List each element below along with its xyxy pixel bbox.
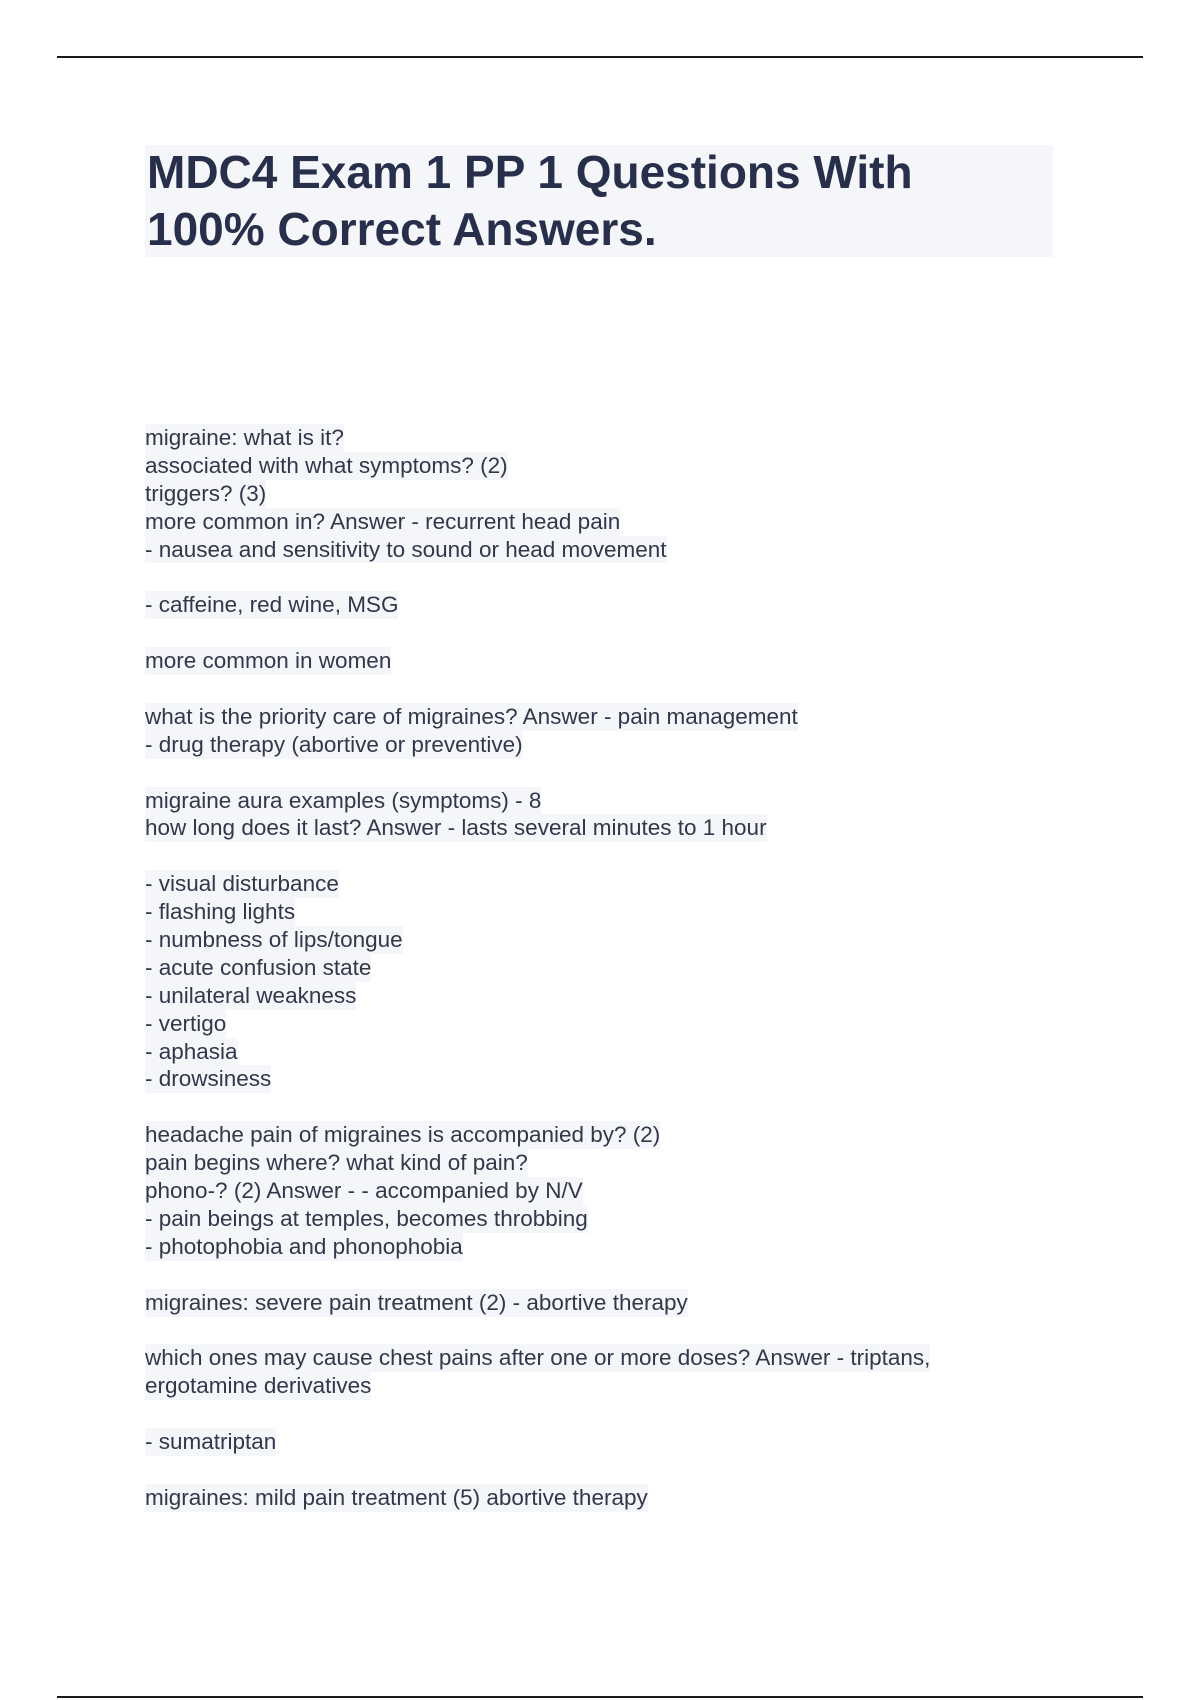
qa-block (145, 591, 1045, 619)
qa-block (145, 787, 1045, 843)
qa-block (145, 1484, 1045, 1512)
text-line: - drug therapy (abortive or preventive) (145, 731, 523, 757)
text-line: more common in women (145, 648, 392, 674)
text-line: - flashing lights (145, 899, 296, 925)
qa-block (145, 1289, 1045, 1317)
qa-block (145, 870, 1045, 1093)
text-line: - aphasia (145, 1038, 238, 1064)
text-line: migraines: severe pain treatment (2) - abortive therapy (145, 1289, 688, 1315)
text-line: what is the priority care of migraines? Answer - pain management (145, 703, 798, 729)
text-line: associated with what symptoms? (2) (145, 452, 508, 478)
text-line: - sumatriptan (145, 1429, 277, 1455)
qa-block (145, 1428, 1045, 1456)
qa-block (145, 647, 1045, 675)
text-line: more common in? Answer - recurrent head pain (145, 508, 621, 534)
qa-block (145, 424, 1045, 563)
text-line: - acute confusion state (145, 954, 372, 980)
document-body (145, 424, 1045, 1540)
text-line: - nausea and sensitivity to sound or head movement (145, 536, 667, 562)
text-line: triggers? (3) (145, 480, 267, 506)
text-line: - numbness of lips/tongue (145, 927, 403, 953)
text-line: how long does it last? Answer - lasts several minutes to 1 hour (145, 815, 767, 841)
qa-block (145, 703, 1045, 759)
top-rule (57, 56, 1143, 58)
qa-block (145, 1121, 1045, 1260)
text-line: ergotamine derivatives (145, 1373, 372, 1399)
text-line: headache pain of migraines is accompanied by? (2) (145, 1122, 661, 1148)
text-line: - vertigo (145, 1010, 227, 1036)
document-title: MDC4 Exam 1 PP 1 Questions With 100% Correct Answers. (147, 146, 913, 255)
text-line: migraine aura examples (symptoms) - 8 (145, 787, 542, 813)
text-line: - caffeine, red wine, MSG (145, 592, 399, 618)
text-line: - drowsiness (145, 1066, 272, 1092)
qa-block (145, 1344, 1045, 1400)
text-line: which ones may cause chest pains after one or more doses? Answer - triptans, (145, 1345, 931, 1371)
text-line: phono-? (2) Answer - - accompanied by N/V (145, 1178, 583, 1204)
text-line: migraine: what is it? (145, 425, 344, 450)
bottom-rule (57, 1696, 1143, 1698)
text-line: - pain beings at temples, becomes throbbing (145, 1205, 588, 1231)
text-line: pain begins where? what kind of pain? (145, 1150, 528, 1176)
text-line: - visual disturbance (145, 871, 339, 897)
text-line: migraines: mild pain treatment (5) abortive therapy (145, 1484, 648, 1510)
text-line: - photophobia and phonophobia (145, 1233, 463, 1259)
text-line: - unilateral weakness (145, 982, 357, 1008)
